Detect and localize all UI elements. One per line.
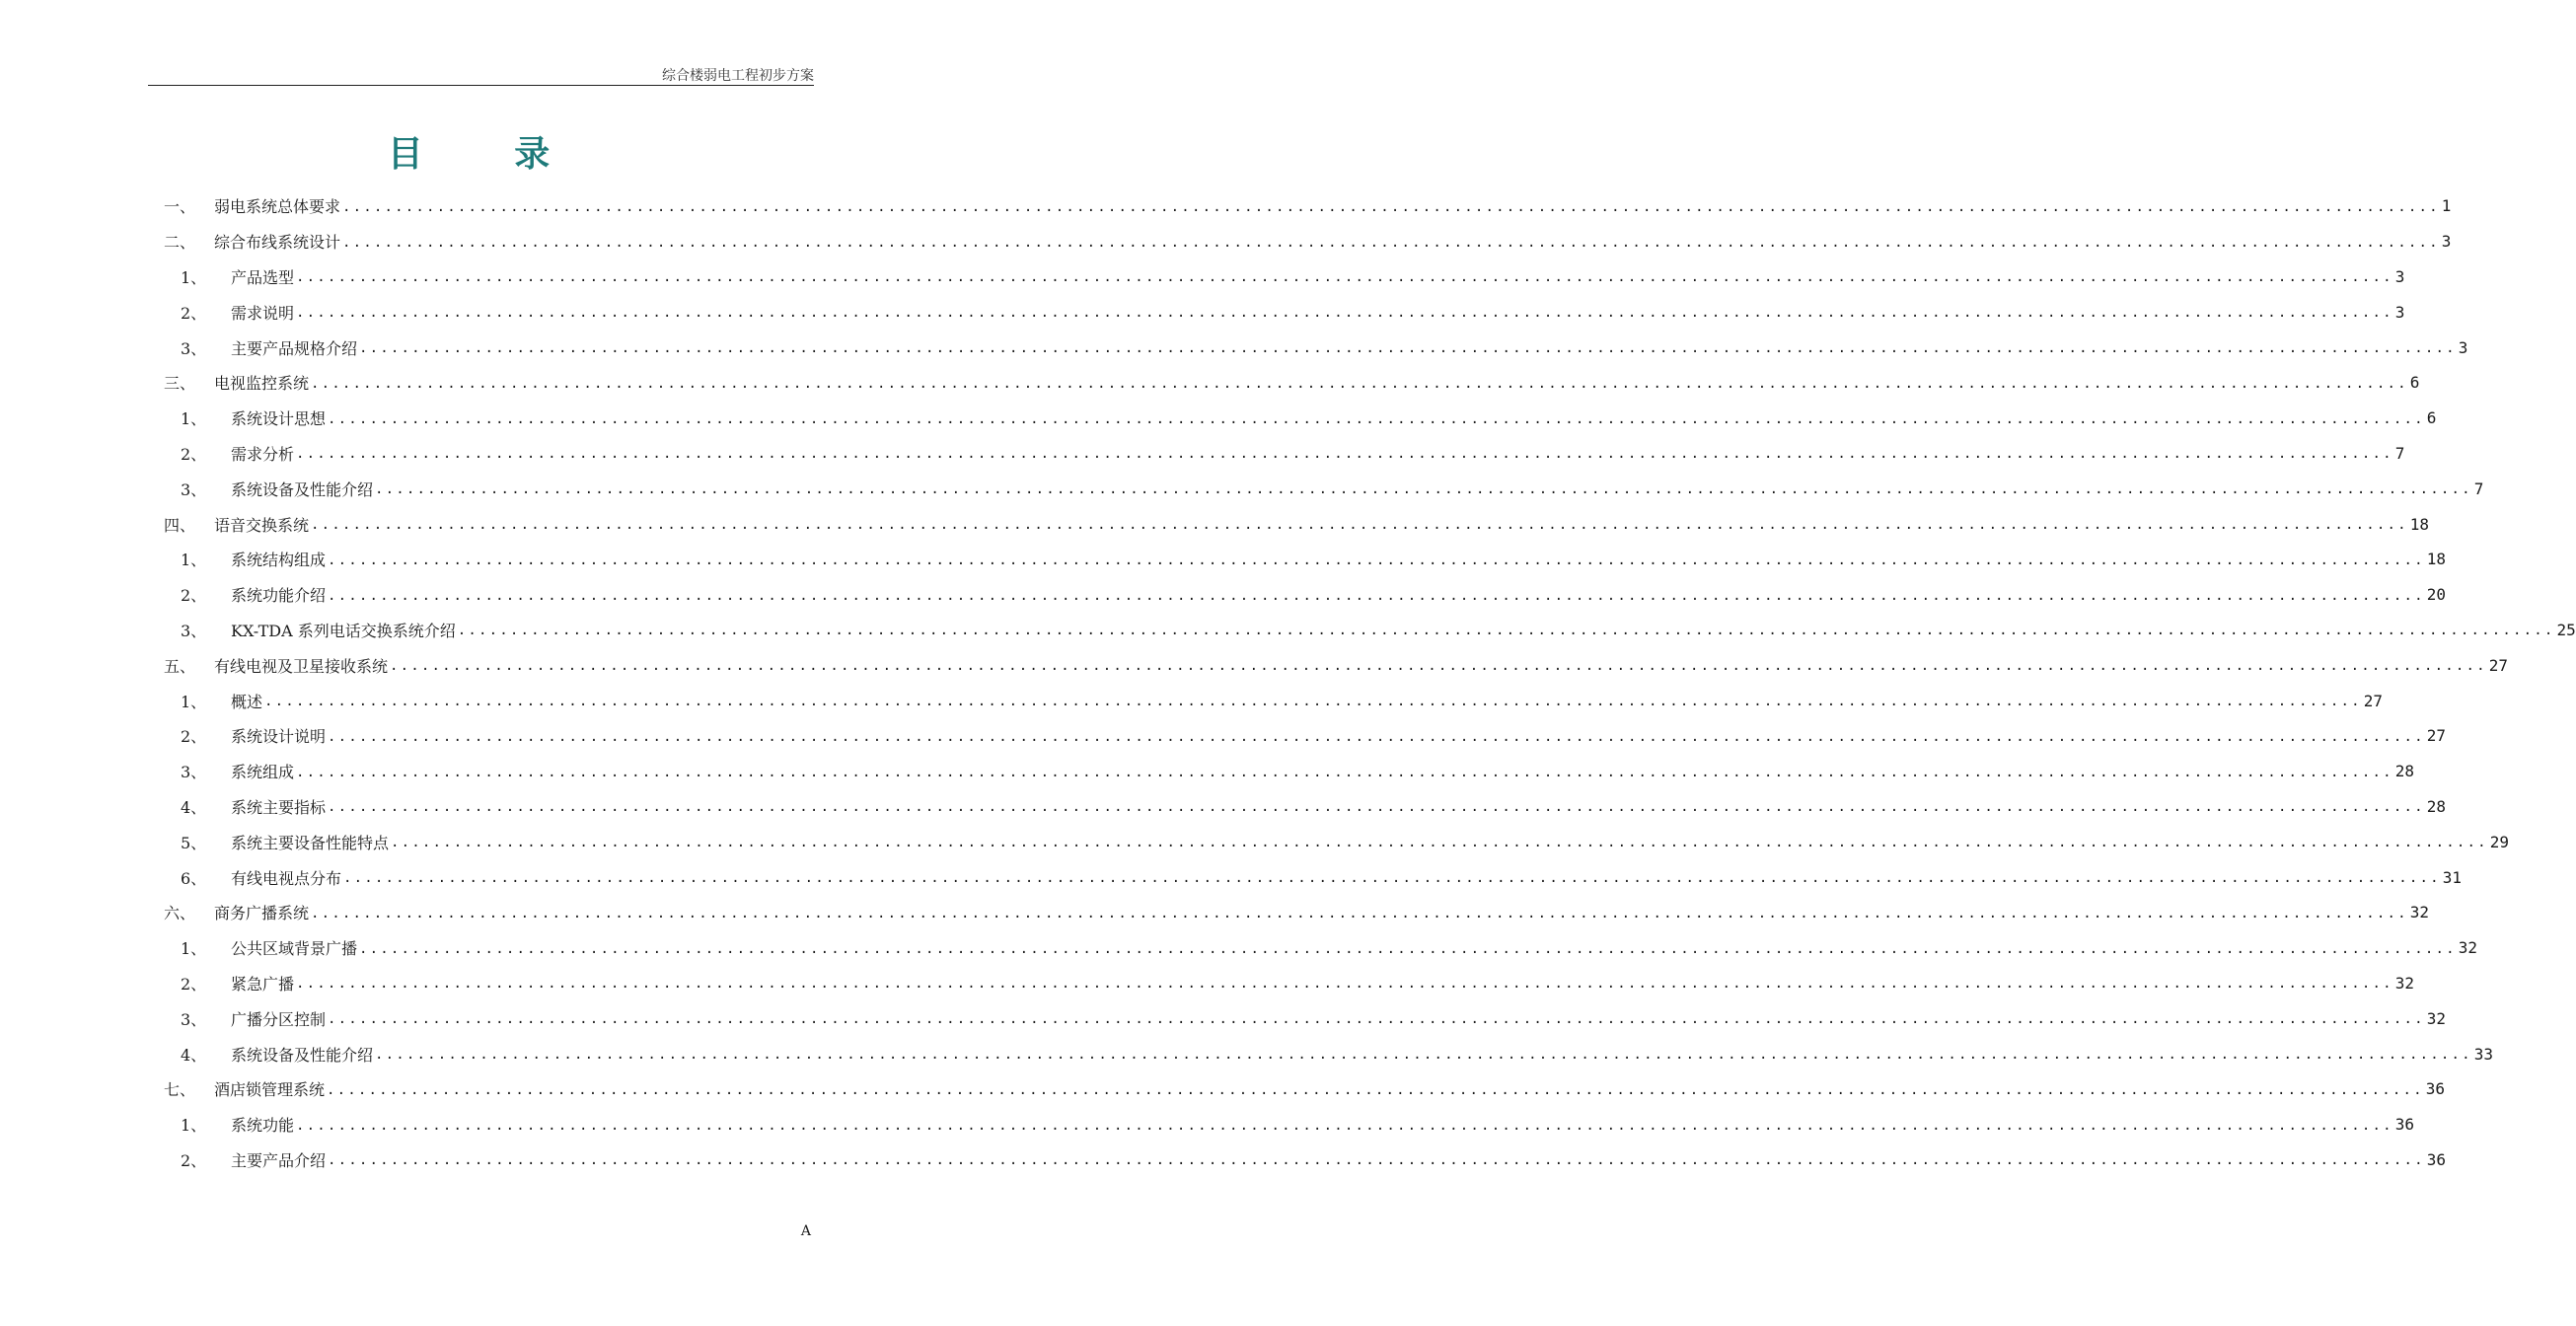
toc-entry-label[interactable]: 需求说明 — [231, 303, 295, 323]
toc-leader-dots: ........................................................................................................................................................................................................ — [328, 587, 2425, 604]
toc-leader-dots: ........................................................................................................................................................................................................ — [328, 552, 2425, 568]
toc-leader-dots: ........................................................................................................................................................................................................ — [359, 940, 2457, 957]
toc-entry[interactable] — [164, 683, 2384, 718]
toc-title: 目 录 — [387, 134, 590, 175]
toc-entry-number: 3、 — [181, 763, 207, 782]
toc-leader-dots: ........................................................................................................................................................................................................ — [342, 198, 2440, 215]
toc-entry-number: 6、 — [181, 868, 207, 888]
toc-entry-number: 七、 — [164, 1080, 196, 1100]
toc-entry-page: 28 — [2394, 762, 2415, 781]
toc-entry-page: 27 — [2426, 726, 2447, 746]
toc-entry-number: 1、 — [181, 551, 207, 570]
toc-entry-page: 3 — [2441, 232, 2452, 252]
toc-entry[interactable] — [164, 789, 2447, 825]
toc-leader-dots: ........................................................................................................................................................................................................ — [296, 976, 2393, 993]
toc-entry[interactable] — [164, 542, 2447, 577]
toc-entry-number: 2、 — [181, 974, 207, 994]
toc-leader-dots: ........................................................................................................................................................................................................ — [296, 764, 2393, 780]
toc-entry-page: 3 — [2394, 302, 2405, 322]
toc-entry-label[interactable]: 广播分区控制 — [231, 1009, 327, 1029]
toc-entry-page: 36 — [2394, 1115, 2415, 1135]
toc-entry-label[interactable]: 系统功能介绍 — [231, 586, 327, 606]
toc-entry-number: 2、 — [181, 444, 207, 464]
toc-entry-label[interactable]: 有线电视点分布 — [231, 868, 342, 888]
toc-entry-number: 2、 — [181, 586, 207, 606]
toc-leader-dots: ........................................................................................................................................................................................................ — [359, 340, 2457, 357]
toc-entry[interactable] — [164, 577, 2447, 613]
toc-entry-page: 7 — [2473, 479, 2484, 498]
toc-entry-page: 3 — [2394, 266, 2405, 286]
toc-entry-number: 五、 — [164, 656, 196, 676]
toc-entry-label[interactable]: 商务广播系统 — [214, 904, 310, 923]
table-of-contents — [164, 188, 2576, 1177]
toc-entry-label[interactable]: KX-TDA 系列电话交换系统介绍 — [231, 621, 456, 640]
toc-entry[interactable] — [164, 1142, 2447, 1178]
toc-entry-label[interactable]: 有线电视及卫星接收系统 — [214, 656, 389, 676]
toc-entry[interactable] — [164, 930, 2478, 966]
toc-entry-page: 1 — [2441, 196, 2452, 216]
toc-leader-dots: ........................................................................................................................................................................................................ — [390, 658, 2487, 675]
page-number: A — [800, 1223, 811, 1239]
toc-entry-page: 33 — [2473, 1044, 2494, 1064]
toc-entry-label[interactable]: 酒店锁管理系统 — [214, 1080, 326, 1100]
toc-entry-number: 5、 — [181, 833, 207, 852]
toc-entry-number: 3、 — [181, 338, 207, 358]
toc-entry[interactable] — [164, 1071, 2446, 1107]
toc-entry-page: 36 — [2425, 1079, 2446, 1099]
toc-entry-label[interactable]: 紧急广播 — [231, 974, 295, 994]
toc-entry-number: 4、 — [181, 1045, 207, 1065]
running-header: 综合楼弱电工程初步方案 — [662, 68, 814, 84]
toc-entry-label[interactable]: 系统主要设备性能特点 — [231, 833, 390, 852]
toc-entry[interactable] — [164, 966, 2415, 1001]
toc-entry[interactable] — [164, 436, 2405, 472]
toc-entry[interactable] — [164, 1000, 2447, 1036]
toc-entry-page: 32 — [2409, 903, 2430, 922]
toc-entry-page: 27 — [2363, 691, 2384, 710]
toc-entry-label[interactable]: 产品选型 — [231, 267, 295, 287]
toc-entry-label[interactable]: 需求分析 — [231, 444, 295, 464]
toc-entry-label[interactable]: 弱电系统总体要求 — [214, 197, 341, 217]
toc-leader-dots: ........................................................................................................................................................................................................ — [296, 446, 2393, 463]
toc-entry[interactable] — [164, 895, 2430, 930]
toc-entry-page: 25 — [2556, 620, 2576, 639]
toc-entry-label[interactable]: 语音交换系统 — [214, 515, 310, 535]
toc-leader-dots: ........................................................................................................................................................................................................ — [457, 623, 2555, 639]
toc-leader-dots: ........................................................................................................................................................................................................ — [311, 375, 2408, 392]
toc-entry-number: 一、 — [164, 197, 196, 217]
toc-leader-dots: ........................................................................................................................................................................................................ — [328, 728, 2425, 745]
toc-entry-page: 32 — [2394, 973, 2415, 993]
toc-entry-page: 18 — [2409, 514, 2430, 534]
toc-leader-dots: ........................................................................................................................................................................................................ — [311, 905, 2408, 921]
toc-entry-number: 1、 — [181, 267, 207, 287]
toc-leader-dots: ........................................................................................................................................................................................................ — [311, 517, 2408, 534]
toc-entry[interactable] — [164, 647, 2509, 683]
toc-entry-number: 三、 — [164, 374, 196, 394]
toc-leader-dots: ........................................................................................................................................................................................................ — [375, 1047, 2472, 1064]
toc-entry[interactable] — [164, 1036, 2494, 1071]
toc-entry-label[interactable]: 系统功能 — [231, 1116, 295, 1136]
toc-entry-label[interactable]: 主要产品介绍 — [231, 1150, 327, 1170]
toc-entry-page: 18 — [2426, 550, 2447, 569]
toc-entry[interactable] — [164, 294, 2405, 330]
toc-entry-label[interactable]: 系统设备及性能介绍 — [231, 1045, 374, 1065]
toc-entry[interactable] — [164, 188, 2452, 224]
toc-entry-page: 27 — [2488, 655, 2509, 675]
toc-entry-label[interactable]: 主要产品规格介绍 — [231, 338, 358, 358]
toc-entry[interactable] — [164, 259, 2405, 295]
toc-entry-number: 2、 — [181, 727, 207, 747]
toc-entry-label[interactable]: 电视监控系统 — [214, 374, 310, 394]
toc-entry-label[interactable]: 系统设计说明 — [231, 727, 327, 747]
toc-entry-label[interactable]: 概述 — [231, 692, 263, 711]
toc-entry[interactable] — [164, 1107, 2415, 1142]
toc-entry[interactable] — [164, 471, 2484, 506]
toc-leader-dots: ........................................................................................................................................................................................................ — [264, 694, 2362, 710]
toc-leader-dots: ........................................................................................................................................................................................................ — [391, 835, 2488, 851]
toc-entry-number: 1、 — [181, 939, 207, 959]
toc-entry[interactable] — [164, 506, 2430, 542]
toc-entry-number: 4、 — [181, 797, 207, 817]
toc-leader-dots: ........................................................................................................................................................................................................ — [328, 799, 2425, 816]
toc-entry-page: 32 — [2458, 938, 2478, 958]
toc-entry-number: 1、 — [181, 409, 207, 429]
toc-entry-label[interactable]: 系统结构组成 — [231, 551, 327, 570]
toc-entry-number: 六、 — [164, 904, 196, 923]
toc-entry-page: 29 — [2489, 832, 2510, 851]
toc-entry-page: 36 — [2426, 1149, 2447, 1169]
toc-leader-dots: ........................................................................................................................................................................................................ — [296, 305, 2393, 322]
toc-leader-dots: ........................................................................................................................................................................................................ — [328, 1152, 2425, 1169]
toc-entry-page: 32 — [2426, 1008, 2447, 1028]
toc-entry-label[interactable]: 系统组成 — [231, 763, 295, 782]
toc-entry-label[interactable]: 系统设计思想 — [231, 409, 327, 429]
toc-entry[interactable] — [164, 718, 2447, 754]
toc-entry-number: 四、 — [164, 515, 196, 535]
toc-entry-label[interactable]: 综合布线系统设计 — [214, 233, 341, 253]
toc-entry-label[interactable]: 系统主要指标 — [231, 797, 327, 817]
toc-entry[interactable] — [164, 859, 2463, 895]
header-rule — [148, 85, 814, 86]
toc-leader-dots: ........................................................................................................................................................................................................ — [296, 1117, 2393, 1134]
toc-entry[interactable] — [164, 330, 2468, 365]
toc-leader-dots: ........................................................................................................................................................................................................ — [343, 870, 2441, 887]
toc-entry-page: 31 — [2442, 867, 2463, 887]
toc-entry-number: 二、 — [164, 233, 196, 253]
toc-entry[interactable] — [164, 613, 2576, 648]
toc-entry-page: 20 — [2426, 585, 2447, 605]
toc-leader-dots: ........................................................................................................................................................................................................ — [296, 269, 2393, 286]
toc-entry-number: 1、 — [181, 1116, 207, 1136]
toc-entry[interactable] — [164, 224, 2452, 259]
toc-leader-dots: ........................................................................................................................................................................................................ — [375, 481, 2472, 498]
toc-entry-number: 2、 — [181, 303, 207, 323]
toc-entry-label[interactable]: 系统设备及性能介绍 — [231, 479, 374, 499]
toc-entry[interactable] — [164, 754, 2415, 789]
toc-leader-dots: ........................................................................................................................................................................................................ — [327, 1081, 2424, 1098]
toc-leader-dots: ........................................................................................................................................................................................................ — [342, 234, 2440, 251]
toc-entry-page: 7 — [2394, 443, 2405, 463]
toc-entry-number: 2、 — [181, 1150, 207, 1170]
toc-entry-page: 28 — [2426, 796, 2447, 816]
toc-entry-label[interactable]: 公共区域背景广播 — [231, 939, 358, 959]
toc-entry[interactable] — [164, 824, 2510, 859]
toc-entry-page: 3 — [2458, 337, 2468, 357]
toc-leader-dots: ........................................................................................................................................................................................................ — [328, 410, 2425, 427]
toc-entry-number: 3、 — [181, 479, 207, 499]
toc-entry-number: 3、 — [181, 1009, 207, 1029]
toc-leader-dots: ........................................................................................................................................................................................................ — [328, 1011, 2425, 1028]
toc-entry-page: 6 — [2409, 373, 2420, 393]
toc-entry[interactable] — [164, 365, 2420, 401]
toc-entry[interactable] — [164, 401, 2437, 436]
toc-entry-page: 6 — [2426, 408, 2437, 428]
toc-entry-number: 3、 — [181, 621, 207, 640]
toc-entry-number: 1、 — [181, 692, 207, 711]
